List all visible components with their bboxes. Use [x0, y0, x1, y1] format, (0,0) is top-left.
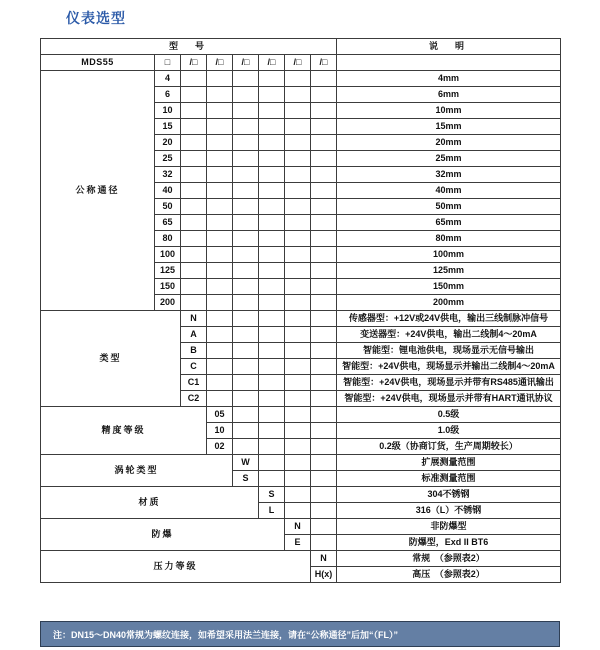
spacer-cell: [233, 295, 259, 311]
option-description: 智能型：+24V供电，现场显示并带有HART通讯协议: [337, 391, 561, 407]
spacer-cell: [311, 423, 337, 439]
spacer-cell: [285, 503, 311, 519]
spacer-cell: [181, 87, 207, 103]
model-slot-2: /□: [181, 55, 207, 71]
section-label-2: 类型: [41, 311, 181, 407]
spacer-cell: [233, 231, 259, 247]
spacer-cell: [311, 87, 337, 103]
option-code: S: [233, 471, 259, 487]
option-code: B: [181, 343, 207, 359]
option-code: 150: [155, 279, 181, 295]
spacer-cell: [233, 199, 259, 215]
spacer-cell: [285, 455, 311, 471]
option-code: 40: [155, 183, 181, 199]
spacer-cell: [259, 199, 285, 215]
option-description: 50mm: [337, 199, 561, 215]
option-description: 32mm: [337, 167, 561, 183]
model-base: MDS55: [41, 55, 155, 71]
spacer-cell: [311, 167, 337, 183]
spacer-cell: [181, 199, 207, 215]
spacer-cell: [233, 87, 259, 103]
spacer-cell: [207, 295, 233, 311]
spacer-cell: [285, 439, 311, 455]
section-label-6: 防爆: [41, 519, 285, 551]
option-code: 32: [155, 167, 181, 183]
spacer-cell: [259, 215, 285, 231]
spacer-cell: [181, 279, 207, 295]
spacer-cell: [259, 423, 285, 439]
spacer-cell: [259, 103, 285, 119]
spacer-cell: [207, 215, 233, 231]
option-description: 高压 （参照表2）: [337, 567, 561, 583]
spacer-cell: [207, 183, 233, 199]
section-label-3: 精度等级: [41, 407, 207, 455]
section-label-1: 公称通径: [41, 71, 155, 311]
spacer-cell: [233, 167, 259, 183]
spacer-cell: [311, 199, 337, 215]
spacer-cell: [285, 311, 311, 327]
spacer-cell: [207, 87, 233, 103]
model-slot-7: /□: [311, 55, 337, 71]
spacer-cell: [311, 343, 337, 359]
option-description: 65mm: [337, 215, 561, 231]
spacer-cell: [285, 487, 311, 503]
spacer-cell: [311, 439, 337, 455]
spacer-cell: [259, 183, 285, 199]
spacer-cell: [311, 487, 337, 503]
table-row: [41, 487, 561, 503]
spacer-cell: [311, 119, 337, 135]
spacer-cell: [233, 359, 259, 375]
spacer-cell: [311, 535, 337, 551]
spacer-cell: [207, 103, 233, 119]
option-code: 15: [155, 119, 181, 135]
spacer-cell: [233, 327, 259, 343]
spacer-cell: [233, 247, 259, 263]
desc-header-label: 说 明: [337, 39, 561, 55]
spacer-cell: [181, 247, 207, 263]
spacer-cell: [207, 247, 233, 263]
spacer-cell: [259, 87, 285, 103]
spacer-cell: [233, 423, 259, 439]
spacer-cell: [311, 71, 337, 87]
spacer-cell: [233, 183, 259, 199]
spacer-cell: [207, 135, 233, 151]
spacer-cell: [311, 359, 337, 375]
option-code: L: [259, 503, 285, 519]
option-code: 125: [155, 263, 181, 279]
table-row: [41, 71, 561, 87]
spacer-cell: [259, 119, 285, 135]
spacer-cell: [285, 407, 311, 423]
option-code: E: [285, 535, 311, 551]
model-code-row: [41, 55, 561, 71]
option-description: 智能型：锂电池供电，现场显示无信号输出: [337, 343, 561, 359]
spacer-cell: [233, 71, 259, 87]
spacer-cell: [259, 439, 285, 455]
spacer-cell: [311, 183, 337, 199]
option-description: 智能型：+24V供电，现场显示并输出二线制4～20mA: [337, 359, 561, 375]
model-slot-5: /□: [259, 55, 285, 71]
option-code: N: [311, 551, 337, 567]
option-description: 125mm: [337, 263, 561, 279]
spacer-cell: [285, 119, 311, 135]
option-code: 65: [155, 215, 181, 231]
spacer-cell: [311, 311, 337, 327]
spacer-cell: [181, 103, 207, 119]
spacer-cell: [259, 311, 285, 327]
spacer-cell: [285, 215, 311, 231]
spacer-cell: [311, 471, 337, 487]
footer-note: 注：DN15～DN40常规为螺纹连接，如希望采用法兰连接，请在“公称通径”后加“（FL）”: [40, 621, 560, 647]
option-code: C1: [181, 375, 207, 391]
spacer-cell: [207, 327, 233, 343]
option-description: 扩展测量范围: [337, 455, 561, 471]
spacer-cell: [285, 87, 311, 103]
option-code: 10: [155, 103, 181, 119]
option-code: 10: [207, 423, 233, 439]
option-description: 常规 （参照表2）: [337, 551, 561, 567]
spacer-cell: [259, 135, 285, 151]
spacer-cell: [259, 263, 285, 279]
spacer-cell: [311, 103, 337, 119]
option-code: A: [181, 327, 207, 343]
model-slot-1: □: [155, 55, 181, 71]
spacer-cell: [311, 503, 337, 519]
option-code: C2: [181, 391, 207, 407]
option-code: 4: [155, 71, 181, 87]
option-code: C: [181, 359, 207, 375]
spacer-cell: [259, 71, 285, 87]
spacer-cell: [259, 247, 285, 263]
option-description: 40mm: [337, 183, 561, 199]
option-description: 20mm: [337, 135, 561, 151]
option-description: 10mm: [337, 103, 561, 119]
spacer-cell: [311, 263, 337, 279]
spacer-cell: [181, 151, 207, 167]
spacer-cell: [181, 183, 207, 199]
spacer-cell: [285, 151, 311, 167]
option-description: 100mm: [337, 247, 561, 263]
spacer-cell: [311, 375, 337, 391]
spacer-cell: [181, 263, 207, 279]
spacer-cell: [311, 279, 337, 295]
spacer-cell: [233, 407, 259, 423]
page-title: 仪表选型: [66, 10, 126, 26]
spacer-cell: [311, 391, 337, 407]
spacer-cell: [285, 231, 311, 247]
option-description: 传感器型：+12V或24V供电，输出三线制脉冲信号: [337, 311, 561, 327]
spacer-cell: [259, 279, 285, 295]
spacer-cell: [285, 167, 311, 183]
spacer-cell: [311, 247, 337, 263]
option-description: 4mm: [337, 71, 561, 87]
option-description: 15mm: [337, 119, 561, 135]
spacer-cell: [285, 263, 311, 279]
spacer-cell: [181, 119, 207, 135]
table-row: [41, 519, 561, 535]
option-description: 智能型：+24V供电，现场显示并带有RS485通讯输出: [337, 375, 561, 391]
spacer-cell: [259, 471, 285, 487]
spacer-cell: [259, 391, 285, 407]
spacer-cell: [233, 311, 259, 327]
section-label-4: 涡轮类型: [41, 455, 233, 487]
option-description: 1.0级: [337, 423, 561, 439]
spacer-cell: [207, 263, 233, 279]
spacer-cell: [311, 231, 337, 247]
spacer-cell: [285, 343, 311, 359]
option-code: 25: [155, 151, 181, 167]
model-row-desc-blank: [337, 55, 561, 71]
table-row: [41, 551, 561, 567]
spacer-cell: [207, 391, 233, 407]
option-code: 02: [207, 439, 233, 455]
spacer-cell: [233, 215, 259, 231]
spacer-cell: [233, 391, 259, 407]
option-code: N: [285, 519, 311, 535]
option-code: 200: [155, 295, 181, 311]
option-code: N: [181, 311, 207, 327]
model-slot-4: /□: [233, 55, 259, 71]
spacer-cell: [311, 519, 337, 535]
spacer-cell: [311, 215, 337, 231]
spacer-cell: [285, 359, 311, 375]
spacer-cell: [285, 471, 311, 487]
section-label-7: 压力等级: [41, 551, 311, 583]
spacer-cell: [207, 311, 233, 327]
option-description: 0.5级: [337, 407, 561, 423]
spacer-cell: [285, 183, 311, 199]
model-slot-6: /□: [285, 55, 311, 71]
spacer-cell: [233, 375, 259, 391]
spacer-cell: [285, 295, 311, 311]
spacer-cell: [311, 151, 337, 167]
spacer-cell: [259, 295, 285, 311]
spacer-cell: [311, 407, 337, 423]
table-header-row: [41, 39, 561, 55]
spacer-cell: [233, 119, 259, 135]
spacer-cell: [207, 151, 233, 167]
model-selection-table: [40, 38, 561, 583]
spacer-cell: [207, 71, 233, 87]
spacer-cell: [311, 455, 337, 471]
option-description: 防爆型，Exd II BT6: [337, 535, 561, 551]
spacer-cell: [285, 375, 311, 391]
spacer-cell: [233, 135, 259, 151]
spacer-cell: [233, 439, 259, 455]
spacer-cell: [311, 295, 337, 311]
section-label-5: 材质: [41, 487, 259, 519]
table-row: [41, 311, 561, 327]
spacer-cell: [259, 407, 285, 423]
spacer-cell: [285, 327, 311, 343]
option-description: 316（L）不锈钢: [337, 503, 561, 519]
option-code: 80: [155, 231, 181, 247]
spacer-cell: [233, 263, 259, 279]
spacer-cell: [285, 279, 311, 295]
table-body: [41, 39, 561, 583]
option-description: 0.2级（协商订货，生产周期较长）: [337, 439, 561, 455]
option-code: 6: [155, 87, 181, 103]
spacer-cell: [259, 455, 285, 471]
spacer-cell: [311, 135, 337, 151]
spacer-cell: [207, 231, 233, 247]
spacer-cell: [181, 231, 207, 247]
spacer-cell: [207, 359, 233, 375]
spacer-cell: [181, 135, 207, 151]
table-row: [41, 455, 561, 471]
spacer-cell: [181, 167, 207, 183]
spacer-cell: [207, 375, 233, 391]
spacer-cell: [285, 247, 311, 263]
option-code: 20: [155, 135, 181, 151]
spacer-cell: [207, 167, 233, 183]
spacer-cell: [285, 423, 311, 439]
spacer-cell: [259, 327, 285, 343]
spacer-cell: [207, 119, 233, 135]
spacer-cell: [233, 279, 259, 295]
spacer-cell: [233, 151, 259, 167]
spacer-cell: [181, 215, 207, 231]
option-code: 05: [207, 407, 233, 423]
option-code: 50: [155, 199, 181, 215]
spacer-cell: [207, 343, 233, 359]
spacer-cell: [233, 343, 259, 359]
option-description: 150mm: [337, 279, 561, 295]
option-description: 标准测量范围: [337, 471, 561, 487]
spacer-cell: [285, 199, 311, 215]
spacer-cell: [285, 391, 311, 407]
spacer-cell: [233, 103, 259, 119]
spacer-cell: [285, 71, 311, 87]
spacer-cell: [181, 71, 207, 87]
option-description: 25mm: [337, 151, 561, 167]
spacer-cell: [259, 151, 285, 167]
model-slot-3: /□: [207, 55, 233, 71]
option-description: 变送器型：+24V供电，输出二线制4～20mA: [337, 327, 561, 343]
table-row: [41, 407, 561, 423]
spacer-cell: [285, 103, 311, 119]
option-description: 非防爆型: [337, 519, 561, 535]
spacer-cell: [311, 327, 337, 343]
spacer-cell: [207, 199, 233, 215]
spacer-cell: [181, 295, 207, 311]
spacer-cell: [285, 135, 311, 151]
option-description: 200mm: [337, 295, 561, 311]
option-code: W: [233, 455, 259, 471]
model-header-label: 型 号: [41, 39, 337, 55]
option-code: 100: [155, 247, 181, 263]
spacer-cell: [207, 279, 233, 295]
spacer-cell: [259, 231, 285, 247]
option-code: S: [259, 487, 285, 503]
option-description: 304不锈钢: [337, 487, 561, 503]
spacer-cell: [259, 359, 285, 375]
spacer-cell: [259, 343, 285, 359]
spacer-cell: [259, 167, 285, 183]
option-description: 6mm: [337, 87, 561, 103]
option-code: H(x): [311, 567, 337, 583]
option-description: 80mm: [337, 231, 561, 247]
spacer-cell: [259, 375, 285, 391]
